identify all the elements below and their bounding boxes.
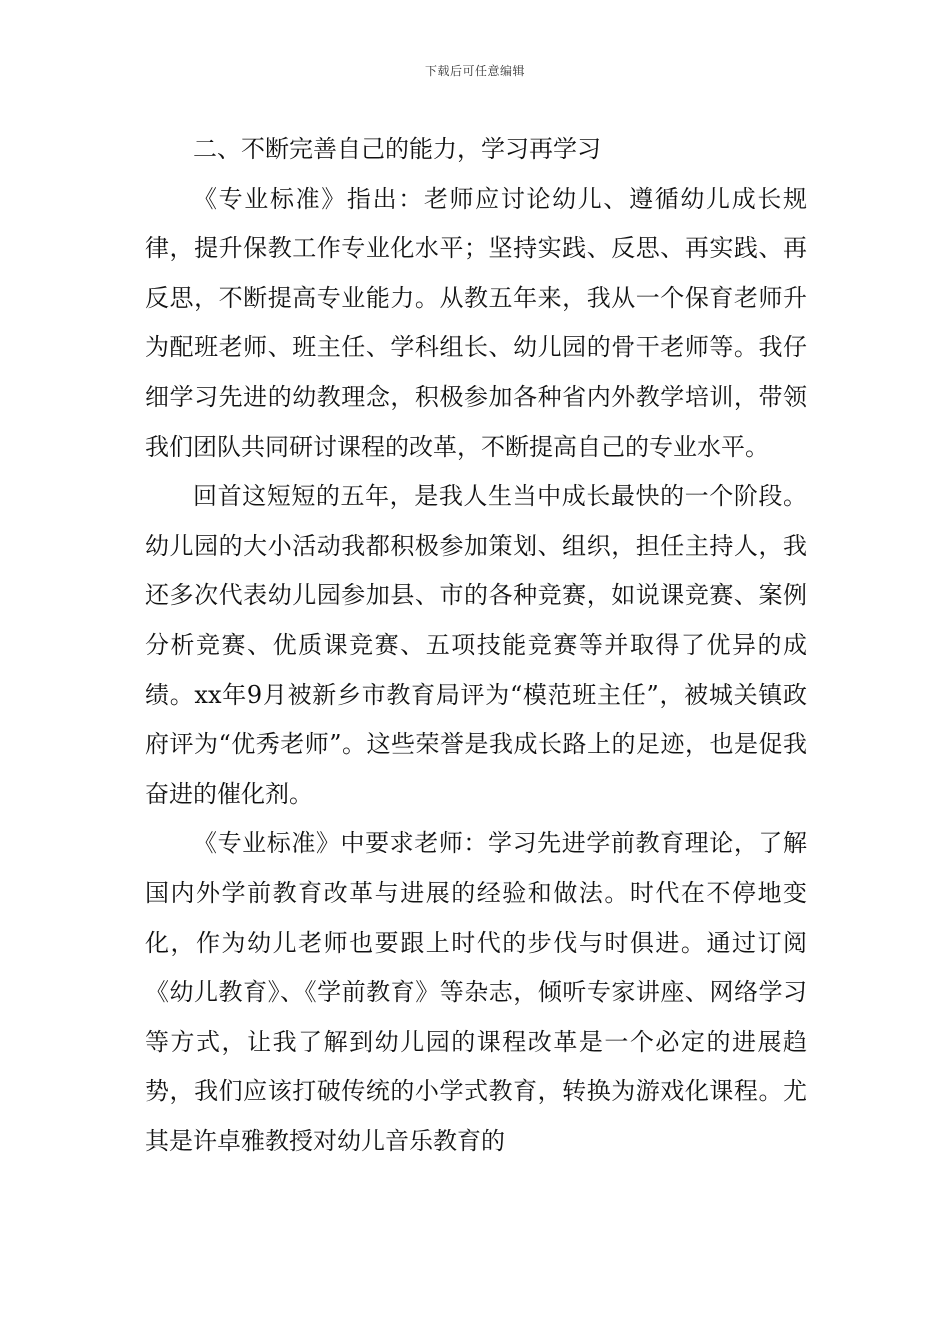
paragraph: 《专业标准》指出：老师应讨论幼儿、遵循幼儿成长规律，提升保教工作专业化水平；坚持实践、反思、再实践、再反思，不断提高专业能力。从教五年来，我从一个保育老师升为配班老师、班主任、学科组长、幼儿园的骨干老师等。我仔细学习先进的幼教理念，积极参加各种省内外教学培训，带领我们团队共同研讨课程的改革，不断提高自己的专业水平。 bbox=[145, 184, 807, 461]
paragraph: 《专业标准》中要求老师：学习先进学前教育理论，了解国内外学前教育改革与进展的经验和做法。时代在不停地变化，作为幼儿老师也要跟上时代的步伐与时俱进。通过订阅《幼儿教育》、《学前教育》等杂志，倾听专家讲座、网络学习等方式，让我了解到幼儿园的课程改革是一个必定的进展趋势，我们应该打破传统的小学式教育，转换为游戏化课程。尤其是许卓雅教授对幼儿音乐教育的 bbox=[145, 829, 807, 1155]
document-body bbox=[145, 125, 807, 1166]
section-heading: 二、不断完善自己的能力，学习再学习 bbox=[193, 135, 601, 163]
page-header-note: 下载后可任意编辑 bbox=[424, 64, 525, 78]
paragraph: 回首这短短的五年，是我人生当中成长最快的一个阶段。幼儿园的大小活动我都积极参加策划、组织，担任主持人，我还多次代表幼儿园参加县、市的各种竞赛，如说课竞赛、案例分析竞赛、优质课竞赛、五项技能竞赛等并取得了优异的成绩。xx年9月被新乡市教育局评为“模范班主任”，被城关镇政府评为“优秀老师”。这些荣誉是我成长路上的足迹，也是促我奋进的催化剂。 bbox=[145, 482, 807, 808]
